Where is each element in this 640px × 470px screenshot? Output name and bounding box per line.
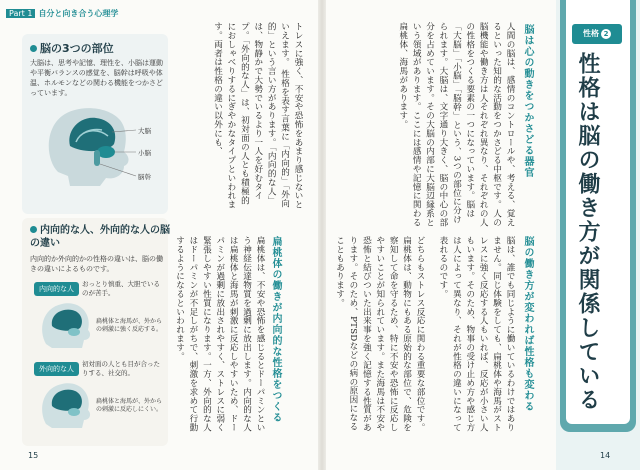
brain-parts-title — [30, 40, 114, 56]
right-heading-1: 脳は心の動きをつかさどる器官 — [522, 24, 533, 178]
intro-extro-title-text: 内向的な人、外向的な人の脳の違い — [30, 225, 170, 249]
bullet-icon — [30, 45, 37, 52]
book-gutter — [318, 0, 326, 470]
brain-parts-text: 大脳は、思考や記憶、理性を、小脳は運動や平衡バランスの感覚を、脳幹は呼吸や体温、ホルモンなどの関わる機能をつかさどっています。 — [30, 59, 163, 97]
left-heading-2: 扁桃体の働きが内向的な性格をつくる — [270, 236, 281, 423]
introvert-tag: 内向的な人 — [34, 282, 79, 296]
part-title: 自分と向き合う心理学 — [38, 9, 119, 18]
label-brainstem: 脳幹 — [138, 173, 151, 181]
brain-diagram-icon — [40, 100, 150, 188]
part-header — [6, 8, 118, 19]
introvert-note: 扁桃体と海馬が、外からの刺激に強く反応する。 — [96, 318, 163, 333]
left-body-column-1: トレスに強く、不安や恐怖をあまり感じないといえます。 性格を表す言葉に「内向的」「外向的」という言い方があります。「内向的な人」は、物静かで大勢でいるより一人を好むタイプ。「外向的な人」は、初対面の人とも積極的におしゃべりするにぎやかなタイプといわれます。両者は性格の違い以外にも、 — [212, 22, 303, 209]
right-body-column-2: 脳は、誰でも同じように働いているわけではありません。同じ体験をしても、扁桃体や海馬がストレスに強く反応する人もいれば、反応が小さい人もいます。そのため、物事の受け止め方や感じ方は人によって異なり、それが性格の違いになって表れるのです。 — [437, 236, 515, 432]
introvert-head-icon — [38, 300, 94, 350]
page-number-right: 14 — [600, 451, 611, 460]
extrovert-tag: 外向的な人 — [34, 362, 79, 376]
section-label: 性格 — [583, 29, 599, 38]
left-body-column-2: 扁桃体は、不安や恐怖を感じるとドーパミンという神経伝達物質を過剰に放出します。内向的な人は扁桃体と海馬が刺激に反応しやすいため、ドーパミンが過剰に放出されやすく、ストレスに弱く緊張しやすい性質になります。一方、外向的な人はドーパミンが不足しがちで、刺激を求めて行動するようになるといわれます。 — [174, 236, 265, 432]
label-cerebrum: 大脳 — [138, 127, 151, 135]
label-cerebellum: 小脳 — [138, 149, 151, 157]
right-heading-2: 脳の働き方が変われば性格も変わる — [522, 236, 533, 412]
right-body-column-3: どちらもストレス反応に関わる重要な部位です。扁桃体は、動物にもある原始的な部位で、危険を察知して命を守るため、特に不安や恐怖に反応しやすいことが知られています。また海馬は不安や恐怖と結びついた出来事を強く記憶する性質があります。そのため、PTSDなどの病の原因になることもあります。 — [334, 236, 425, 432]
extrovert-note: 扁桃体と海馬が、外からの刺激に反応しにくい。 — [96, 398, 163, 413]
intro-extro-text: 内向的か外向的かの性格の違いは、脳の働きの違いによるものです。 — [30, 255, 163, 273]
part-word: Part — [9, 9, 25, 18]
section-number: 2 — [601, 29, 611, 39]
extrovert-head-icon — [38, 380, 94, 430]
page-number-left: 15 — [28, 451, 39, 460]
extrovert-desc: 初対面の人とも目が合ったりする、社交的。 — [82, 360, 160, 377]
section-badge — [572, 24, 622, 44]
chapter-title: 性格は脳の働き方が関係している — [575, 52, 600, 412]
intro-extro-title — [30, 224, 170, 250]
brain-parts-title-text: 脳の3つの部位 — [40, 42, 114, 55]
right-body-column-1: 人間の脳は、感情のコントロールや、考える、覚えるといった知的な活動をつかさどる中枢です。人の脳機能や働き方は人それぞれ異なり、それぞれの人の性格をつくる要素の一つになっています。脳は「大脳」「小脳」「脳幹」という、3つの部位に分けられます。大脳は、文字通り大きく、脳の中心の部分を占めています。その大脳の内部に大脳辺縁系という領域があります。ここには感情や記憶に関わる扁桃体、海馬があります。 — [397, 22, 515, 227]
introvert-desc: おっとり慎重、大胆でいるのが苦手。 — [82, 280, 160, 297]
part-number: 1 — [27, 9, 33, 18]
bullet-icon — [30, 226, 37, 233]
part-label — [6, 9, 35, 18]
